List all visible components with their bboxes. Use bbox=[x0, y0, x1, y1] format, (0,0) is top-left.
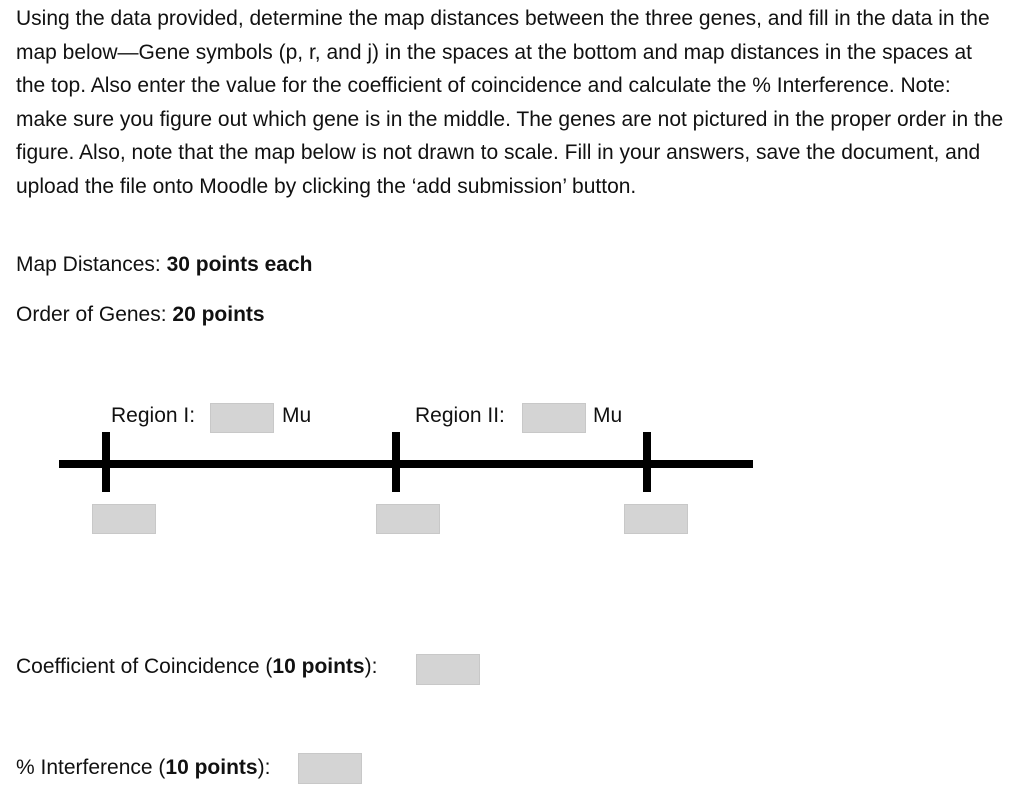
interference-line bbox=[16, 756, 270, 780]
gene-marker-right bbox=[643, 432, 651, 492]
interference-field[interactable] bbox=[298, 753, 362, 784]
region-1-unit: Mu bbox=[282, 404, 312, 427]
coefficient-suffix: ): bbox=[364, 655, 378, 678]
gene-symbol-field-middle[interactable] bbox=[376, 504, 440, 534]
interference-label: % Interference ( bbox=[16, 756, 166, 779]
coefficient-line bbox=[16, 655, 377, 679]
interference-suffix: ): bbox=[257, 756, 271, 779]
map-distances-label: Map Distances: bbox=[16, 253, 167, 276]
map-distances-points: 30 points each bbox=[166, 253, 313, 276]
region-2-unit: Mu bbox=[593, 404, 623, 427]
order-of-genes-line bbox=[16, 303, 265, 327]
coefficient-points: 10 points bbox=[272, 655, 365, 678]
region-2-label: Region II: bbox=[415, 404, 505, 427]
gene-symbol-field-left[interactable] bbox=[92, 504, 156, 534]
map-distances-line bbox=[16, 253, 312, 277]
order-of-genes-points: 20 points bbox=[172, 303, 265, 326]
region-2-distance-field[interactable] bbox=[522, 403, 586, 433]
instructions-paragraph: Using the data provided, determine the map distances between the three genes, and fill in the data in the map below—Gene symbols (p, r, and j) in the spaces at the bottom and map distances in the spaces at the top. Also enter the value for the coefficient of coincidence and calculate the % Interference. Note: make sure you figure out which gene is in the middle. The genes are not pictured in the proper order in the figure. Also, note that the map below is not drawn to scale. Fill in your answers, save the document, and upload the file onto Moodle by clicking the ‘add submission’ button. bbox=[16, 7, 1004, 198]
gene-marker-left bbox=[102, 432, 110, 492]
coefficient-label: Coefficient of Coincidence ( bbox=[16, 655, 273, 678]
gene-symbol-field-right[interactable] bbox=[624, 504, 688, 534]
coefficient-field[interactable] bbox=[416, 654, 480, 685]
region-1-label: Region I: bbox=[111, 404, 196, 427]
interference-points: 10 points bbox=[165, 756, 258, 779]
order-of-genes-label: Order of Genes: bbox=[16, 303, 173, 326]
gene-marker-middle bbox=[392, 432, 400, 492]
region-1-distance-field[interactable] bbox=[210, 403, 274, 433]
